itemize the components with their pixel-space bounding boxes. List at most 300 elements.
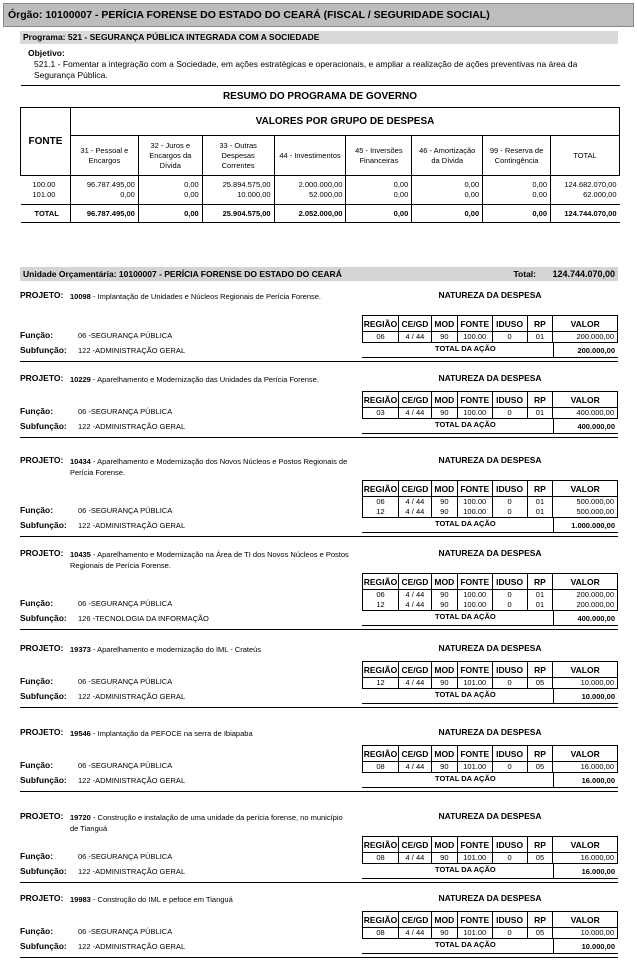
col-header: TOTAL xyxy=(551,136,620,176)
projeto-label: PROJETO: xyxy=(20,727,64,737)
natureza-cell: 0 xyxy=(492,408,527,419)
subfuncao-value: 122 -ADMINISTRAÇÃO GERAL xyxy=(78,521,186,530)
natureza-col-header: FONTE xyxy=(457,574,492,590)
natureza-table xyxy=(362,836,618,864)
value-cell: 0,00 xyxy=(483,190,551,205)
total-acao-separator xyxy=(553,610,554,625)
total-acao-label: TOTAL DA AÇÃO xyxy=(435,344,496,353)
natureza-cell: 0 xyxy=(492,678,527,689)
natureza-cell: 90 xyxy=(431,853,457,864)
natureza-col-header: RP xyxy=(527,574,553,590)
total-acao-label: TOTAL DA AÇÃO xyxy=(435,774,496,783)
table-row xyxy=(363,678,618,689)
natureza-cell: 08 xyxy=(363,928,399,939)
subfuncao-label: Subfunção: xyxy=(20,345,67,355)
value-cell: 2.000.000,00 xyxy=(274,176,346,190)
natureza-cell: 01 xyxy=(527,332,553,343)
natureza-col-header: REGIÃO xyxy=(363,574,399,590)
total-acao-value: 200.000,00 xyxy=(577,346,615,355)
natureza-col-header: FONTE xyxy=(457,746,492,762)
projeto-code: 19546 xyxy=(70,729,91,738)
funcao-label: Função: xyxy=(20,406,54,416)
programa-header: Programa: 521 - SEGURANÇA PÚBLICA INTEGRADA COM A SOCIEDADE xyxy=(20,31,618,44)
natureza-cell: 0 xyxy=(492,853,527,864)
subfuncao-label: Subfunção: xyxy=(20,866,67,876)
total-acao-value: 16.000,00 xyxy=(581,776,615,785)
funcao-value: 06 -SEGURANÇA PÚBLICA xyxy=(78,927,173,936)
natureza-col-header: REGIÃO xyxy=(363,481,399,497)
natureza-cell: 0 xyxy=(492,590,527,601)
natureza-cell: 101.00 xyxy=(457,853,492,864)
natureza-cell: 4 / 44 xyxy=(398,762,431,773)
funcao-label: Função: xyxy=(20,598,54,608)
value-cell: 0,00 xyxy=(70,190,138,205)
natureza-header: NATUREZA DA DESPESA xyxy=(438,727,542,737)
natureza-cell: 100.00 xyxy=(457,507,492,518)
divider xyxy=(20,791,618,792)
natureza-col-header: IDUSO xyxy=(492,662,527,678)
subfuncao-label: Subfunção: xyxy=(20,613,67,623)
natureza-col-header: MOD xyxy=(431,746,457,762)
total-cell: 124.744.070,00 xyxy=(551,205,620,223)
subfuncao-value: 122 -ADMINISTRAÇÃO GERAL xyxy=(78,422,186,431)
natureza-cell: 90 xyxy=(431,497,457,508)
natureza-cell: 90 xyxy=(431,507,457,518)
natureza-cell: 16.000,00 xyxy=(553,762,618,773)
total-acao-value: 10.000,00 xyxy=(581,692,615,701)
projeto-title: 19720 - Construção e instalação de uma unidade da perícia forense, no município de Tianguá xyxy=(70,813,343,833)
total-acao-label: TOTAL DA AÇÃO xyxy=(435,690,496,699)
natureza-cell: 05 xyxy=(527,762,553,773)
group-title: VALORES POR GRUPO DE DESPESA xyxy=(70,108,619,136)
natureza-col-header: FONTE xyxy=(457,481,492,497)
unidade-bar xyxy=(20,267,618,281)
value-cell: 62.000,00 xyxy=(551,190,620,205)
natureza-cell: 06 xyxy=(363,332,399,343)
divider xyxy=(20,707,618,708)
projeto-desc: Aparelhamento e Modernização na Área de TI dos Novos Núcleos e Postos Regionais de Perícia Forense. xyxy=(70,550,349,570)
natureza-col-header: RP xyxy=(527,662,553,678)
projeto-code: 10435 xyxy=(70,550,91,559)
projeto-title: 10434 - Aparelhamento e Modernização dos Novos Núcleos e Postos Regionais de Perícia Forense. xyxy=(70,457,348,477)
value-cell: 52.000,00 xyxy=(274,190,346,205)
natureza-table xyxy=(362,573,618,611)
natureza-col-header: MOD xyxy=(431,316,457,332)
projeto-label: PROJETO: xyxy=(20,455,64,465)
natureza-table xyxy=(362,391,618,419)
natureza-col-header: FONTE xyxy=(457,662,492,678)
col-header: 31 - Pessoal e Encargos xyxy=(70,136,138,176)
col-header: 44 - Investimentos xyxy=(274,136,346,176)
projeto-code: 10434 xyxy=(70,457,91,466)
natureza-cell: 4 / 44 xyxy=(398,853,431,864)
total-cell: 0,00 xyxy=(138,205,202,223)
natureza-table xyxy=(362,661,618,689)
natureza-cell: 05 xyxy=(527,853,553,864)
natureza-cell: 90 xyxy=(431,332,457,343)
total-acao-value: 10.000,00 xyxy=(581,942,615,951)
subfuncao-value: 122 -ADMINISTRAÇÃO GERAL xyxy=(78,346,186,355)
natureza-col-header: REGIÃO xyxy=(363,837,399,853)
natureza-col-header: REGIÃO xyxy=(363,316,399,332)
total-acao-value: 400.000,00 xyxy=(577,614,615,623)
unidade-label: Unidade Orçamentária: 10100007 - PERÍCIA FORENSE DO ESTADO DO CEARÁ xyxy=(23,269,342,279)
col-header: 32 - Juros e Encargos da Dívida xyxy=(138,136,202,176)
funcao-value: 06 -SEGURANÇA PÚBLICA xyxy=(78,852,173,861)
projeto-desc: Aparelhamento e Modernização das Unidades da Perícia Forense. xyxy=(97,375,319,384)
natureza-cell: 0 xyxy=(492,497,527,508)
projeto-code: 10098 xyxy=(70,292,91,301)
table-row xyxy=(363,332,618,343)
table-row xyxy=(363,408,618,419)
projeto-title: 10098 - Implantação de Unidades e Núcleos Regionais de Perícia Forense. xyxy=(70,292,321,301)
subfuncao-value: 126 -TECNOLOGIA DA INFORMAÇÃO xyxy=(78,614,209,623)
funcao-label: Função: xyxy=(20,760,54,770)
natureza-col-header: VALOR xyxy=(553,912,618,928)
natureza-col-header: MOD xyxy=(431,392,457,408)
natureza-cell: 12 xyxy=(363,600,399,611)
natureza-cell: 16.000,00 xyxy=(553,853,618,864)
total-acao-separator xyxy=(553,688,554,703)
natureza-col-header: CE/GD xyxy=(398,912,431,928)
unidade-total-value: 124.744.070,00 xyxy=(552,269,615,279)
natureza-cell: 10.000,00 xyxy=(553,678,618,689)
subfuncao-value: 122 -ADMINISTRAÇÃO GERAL xyxy=(78,942,186,951)
natureza-col-header: CE/GD xyxy=(398,392,431,408)
natureza-col-header: IDUSO xyxy=(492,746,527,762)
total-acao-value: 16.000,00 xyxy=(581,867,615,876)
natureza-col-header: IDUSO xyxy=(492,392,527,408)
total-acao-value: 1.000.000,00 xyxy=(571,521,615,530)
table-row xyxy=(363,762,618,773)
natureza-cell: 90 xyxy=(431,678,457,689)
objetivo-text: 521.1 - Fomentar a integração com a Sociedade, em ações estratégicas e operacionais, e ampliar a realização de ações preventivas na área da Segurança Pública. xyxy=(34,59,578,80)
total-acao-label: TOTAL DA AÇÃO xyxy=(435,519,496,528)
natureza-col-header: VALOR xyxy=(553,837,618,853)
table-row xyxy=(21,190,620,205)
projeto-label: PROJETO: xyxy=(20,811,64,821)
natureza-header: NATUREZA DA DESPESA xyxy=(438,455,542,465)
value-cell: 0,00 xyxy=(483,176,551,190)
natureza-col-header: VALOR xyxy=(553,662,618,678)
divider xyxy=(20,957,618,958)
natureza-col-header: VALOR xyxy=(553,316,618,332)
natureza-col-header: REGIÃO xyxy=(363,392,399,408)
natureza-col-header: RP xyxy=(527,392,553,408)
total-acao-separator xyxy=(553,772,554,787)
fonte-header: FONTE xyxy=(21,108,71,176)
total-acao-value: 400.000,00 xyxy=(577,422,615,431)
natureza-cell: 101.00 xyxy=(457,678,492,689)
natureza-cell: 4 / 44 xyxy=(398,408,431,419)
natureza-cell: 12 xyxy=(363,678,399,689)
projeto-label: PROJETO: xyxy=(20,893,64,903)
total-acao xyxy=(362,418,618,434)
value-cell: 0,00 xyxy=(138,190,202,205)
fonte-cell: 100.00 xyxy=(21,176,71,190)
projeto-desc: Construção do IML e pefoce em Tianguá xyxy=(97,895,233,904)
subfuncao-value: 122 -ADMINISTRAÇÃO GERAL xyxy=(78,776,186,785)
natureza-col-header: MOD xyxy=(431,574,457,590)
projeto-code: 10229 xyxy=(70,375,91,384)
natureza-col-header: FONTE xyxy=(457,837,492,853)
subfuncao-label: Subfunção: xyxy=(20,520,67,530)
natureza-cell: 05 xyxy=(527,928,553,939)
subfuncao-value: 122 -ADMINISTRAÇÃO GERAL xyxy=(78,692,186,701)
projeto-title: 19983 - Construção do IML e pefoce em Tianguá xyxy=(70,895,233,904)
natureza-col-header: CE/GD xyxy=(398,481,431,497)
funcao-value: 06 -SEGURANÇA PÚBLICA xyxy=(78,407,173,416)
natureza-cell: 0 xyxy=(492,507,527,518)
projeto-label: PROJETO: xyxy=(20,548,64,558)
natureza-header: NATUREZA DA DESPESA xyxy=(438,643,542,653)
total-cell: 96.787.495,00 xyxy=(70,205,138,223)
projeto-code: 19373 xyxy=(70,645,91,654)
natureza-col-header: RP xyxy=(527,746,553,762)
table-row xyxy=(363,497,618,508)
natureza-cell: 0 xyxy=(492,762,527,773)
value-cell: 0,00 xyxy=(346,190,412,205)
natureza-col-header: IDUSO xyxy=(492,481,527,497)
total-acao xyxy=(362,772,618,788)
natureza-col-header: FONTE xyxy=(457,912,492,928)
natureza-col-header: RP xyxy=(527,481,553,497)
funcao-value: 06 -SEGURANÇA PÚBLICA xyxy=(78,331,173,340)
natureza-cell: 4 / 44 xyxy=(398,928,431,939)
natureza-cell: 90 xyxy=(431,590,457,601)
value-cell: 10.000,00 xyxy=(202,190,274,205)
natureza-cell: 0 xyxy=(492,332,527,343)
total-cell: 0,00 xyxy=(483,205,551,223)
table-row xyxy=(363,507,618,518)
natureza-col-header: RP xyxy=(527,316,553,332)
total-cell: 0,00 xyxy=(346,205,412,223)
value-cell: 25.894.575,00 xyxy=(202,176,274,190)
natureza-col-header: REGIÃO xyxy=(363,746,399,762)
total-acao xyxy=(362,342,618,358)
natureza-cell: 10.000,00 xyxy=(553,928,618,939)
natureza-col-header: IDUSO xyxy=(492,316,527,332)
table-row xyxy=(363,600,618,611)
natureza-cell: 100.00 xyxy=(457,590,492,601)
projeto-title: 10435 - Aparelhamento e Modernização na Área de TI dos Novos Núcleos e Postos Regionais de Perícia Forense. xyxy=(70,550,349,570)
total-acao-separator xyxy=(553,418,554,433)
funcao-value: 06 -SEGURANÇA PÚBLICA xyxy=(78,506,173,515)
subfuncao-value: 122 -ADMINISTRAÇÃO GERAL xyxy=(78,867,186,876)
natureza-col-header: IDUSO xyxy=(492,837,527,853)
natureza-table xyxy=(362,745,618,773)
natureza-cell: 100.00 xyxy=(457,600,492,611)
funcao-label: Função: xyxy=(20,926,54,936)
objetivo xyxy=(28,48,618,81)
natureza-col-header: MOD xyxy=(431,481,457,497)
natureza-cell: 01 xyxy=(527,408,553,419)
fonte-cell: 101.00 xyxy=(21,190,71,205)
projeto-title: 10229 - Aparelhamento e Modernização das Unidades da Perícia Forense. xyxy=(70,375,319,384)
natureza-col-header: CE/GD xyxy=(398,746,431,762)
divider xyxy=(20,629,618,630)
table-row xyxy=(363,928,618,939)
total-acao-separator xyxy=(553,863,554,878)
value-cell: 0,00 xyxy=(412,176,483,190)
orgao-header: Órgão: 10100007 - PERÍCIA FORENSE DO ESTADO DO CEARÁ (FISCAL / SEGURIDADE SOCIAL) xyxy=(3,3,634,27)
table-row xyxy=(363,853,618,864)
value-cell: 96.787.495,00 xyxy=(70,176,138,190)
projeto-title: 19373 - Aparelhamento e modernização do IML - Crateús xyxy=(70,645,262,654)
natureza-header: NATUREZA DA DESPESA xyxy=(438,290,542,300)
total-acao xyxy=(362,938,618,954)
projeto-label: PROJETO: xyxy=(20,373,64,383)
natureza-cell: 90 xyxy=(431,928,457,939)
value-cell: 124.682.070,00 xyxy=(551,176,620,190)
natureza-col-header: MOD xyxy=(431,912,457,928)
unidade-total-label: Total: xyxy=(513,269,536,279)
total-acao-label: TOTAL DA AÇÃO xyxy=(435,940,496,949)
natureza-table xyxy=(362,911,618,939)
natureza-cell: 06 xyxy=(363,497,399,508)
divider xyxy=(20,536,618,537)
natureza-col-header: IDUSO xyxy=(492,574,527,590)
natureza-cell: 100.00 xyxy=(457,497,492,508)
total-row xyxy=(21,205,620,223)
divider xyxy=(20,361,618,362)
natureza-cell: 4 / 44 xyxy=(398,590,431,601)
natureza-cell: 200.000,00 xyxy=(553,332,618,343)
col-header: 46 - Amortização da Dívida xyxy=(412,136,483,176)
projeto-desc: Aparelhamento e modernização do IML - Crateús xyxy=(97,645,262,654)
projeto-title: 19546 - Implantação da PEFOCE na serra de Ibiapaba xyxy=(70,729,253,738)
natureza-cell: 400.000,00 xyxy=(553,408,618,419)
natureza-col-header: CE/GD xyxy=(398,837,431,853)
natureza-cell: 03 xyxy=(363,408,399,419)
natureza-col-header: FONTE xyxy=(457,316,492,332)
total-label: TOTAL xyxy=(21,205,71,223)
natureza-header: NATUREZA DA DESPESA xyxy=(438,548,542,558)
funcao-label: Função: xyxy=(20,330,54,340)
natureza-cell: 0 xyxy=(492,600,527,611)
projeto-label: PROJETO: xyxy=(20,290,64,300)
natureza-cell: 200.000,00 xyxy=(553,600,618,611)
projeto-desc: Aparelhamento e Modernização dos Novos Núcleos e Postos Regionais de Perícia Forense. xyxy=(70,457,348,477)
natureza-cell: 100.00 xyxy=(457,408,492,419)
value-cell: 0,00 xyxy=(138,176,202,190)
natureza-cell: 90 xyxy=(431,600,457,611)
natureza-col-header: IDUSO xyxy=(492,912,527,928)
col-header: 45 - Inversões Financeiras xyxy=(346,136,412,176)
natureza-col-header: RP xyxy=(527,837,553,853)
subfuncao-label: Subfunção: xyxy=(20,421,67,431)
funcao-label: Função: xyxy=(20,676,54,686)
total-acao xyxy=(362,688,618,704)
natureza-cell: 500.000,00 xyxy=(553,497,618,508)
natureza-cell: 4 / 44 xyxy=(398,600,431,611)
divider xyxy=(20,437,618,438)
natureza-col-header: CE/GD xyxy=(398,316,431,332)
natureza-header: NATUREZA DA DESPESA xyxy=(438,893,542,903)
natureza-cell: 01 xyxy=(527,507,553,518)
total-acao-separator xyxy=(553,938,554,953)
total-cell: 2.052.000,00 xyxy=(274,205,346,223)
total-acao-label: TOTAL DA AÇÃO xyxy=(435,612,496,621)
projeto-desc: Construção e instalação de uma unidade da perícia forense, no município de Tianguá xyxy=(70,813,343,833)
funcao-value: 06 -SEGURANÇA PÚBLICA xyxy=(78,761,173,770)
table-row xyxy=(21,176,620,190)
natureza-cell: 4 / 44 xyxy=(398,507,431,518)
natureza-header: NATUREZA DA DESPESA xyxy=(438,373,542,383)
natureza-cell: 08 xyxy=(363,853,399,864)
resumo-title: RESUMO DO PROGRAMA DE GOVERNO xyxy=(21,86,620,108)
natureza-table xyxy=(362,315,618,343)
natureza-col-header: MOD xyxy=(431,662,457,678)
projeto-label: PROJETO: xyxy=(20,643,64,653)
projeto-desc: Implantação de Unidades e Núcleos Regionais de Perícia Forense. xyxy=(97,292,321,301)
table-row xyxy=(363,590,618,601)
natureza-cell: 101.00 xyxy=(457,928,492,939)
natureza-cell: 06 xyxy=(363,590,399,601)
subfuncao-label: Subfunção: xyxy=(20,941,67,951)
natureza-col-header: CE/GD xyxy=(398,574,431,590)
funcao-label: Função: xyxy=(20,851,54,861)
natureza-cell: 05 xyxy=(527,678,553,689)
natureza-table xyxy=(362,480,618,518)
total-cell: 25.904.575,00 xyxy=(202,205,274,223)
projeto-desc: Implantação da PEFOCE na serra de Ibiapaba xyxy=(97,729,253,738)
natureza-cell: 500.000,00 xyxy=(553,507,618,518)
total-acao-label: TOTAL DA AÇÃO xyxy=(435,865,496,874)
projeto-code: 19720 xyxy=(70,813,91,822)
total-cell: 0,00 xyxy=(412,205,483,223)
natureza-col-header: REGIÃO xyxy=(363,662,399,678)
total-acao xyxy=(362,610,618,626)
natureza-cell: 90 xyxy=(431,762,457,773)
value-cell: 0,00 xyxy=(412,190,483,205)
col-header: 33 - Outras Despesas Correntes xyxy=(202,136,274,176)
natureza-cell: 0 xyxy=(492,928,527,939)
natureza-cell: 08 xyxy=(363,762,399,773)
natureza-cell: 01 xyxy=(527,600,553,611)
natureza-col-header: REGIÃO xyxy=(363,912,399,928)
subfuncao-label: Subfunção: xyxy=(20,775,67,785)
natureza-cell: 90 xyxy=(431,408,457,419)
natureza-cell: 4 / 44 xyxy=(398,678,431,689)
natureza-cell: 200.000,00 xyxy=(553,590,618,601)
natureza-col-header: VALOR xyxy=(553,392,618,408)
total-acao-label: TOTAL DA AÇÃO xyxy=(435,420,496,429)
natureza-col-header: VALOR xyxy=(553,746,618,762)
natureza-cell: 101.00 xyxy=(457,762,492,773)
natureza-cell: 100.00 xyxy=(457,332,492,343)
resumo-table xyxy=(20,85,620,223)
natureza-col-header: RP xyxy=(527,912,553,928)
total-acao xyxy=(362,517,618,533)
objetivo-label: Objetivo: xyxy=(28,48,65,58)
total-acao xyxy=(362,863,618,879)
value-cell: 0,00 xyxy=(346,176,412,190)
natureza-cell: 4 / 44 xyxy=(398,497,431,508)
natureza-col-header: CE/GD xyxy=(398,662,431,678)
funcao-value: 06 -SEGURANÇA PÚBLICA xyxy=(78,599,173,608)
natureza-col-header: MOD xyxy=(431,837,457,853)
natureza-cell: 4 / 44 xyxy=(398,332,431,343)
natureza-col-header: VALOR xyxy=(553,481,618,497)
funcao-label: Função: xyxy=(20,505,54,515)
natureza-col-header: VALOR xyxy=(553,574,618,590)
natureza-cell: 01 xyxy=(527,590,553,601)
natureza-cell: 01 xyxy=(527,497,553,508)
total-acao-separator xyxy=(553,342,554,357)
subfuncao-label: Subfunção: xyxy=(20,691,67,701)
projeto-code: 19983 xyxy=(70,895,91,904)
